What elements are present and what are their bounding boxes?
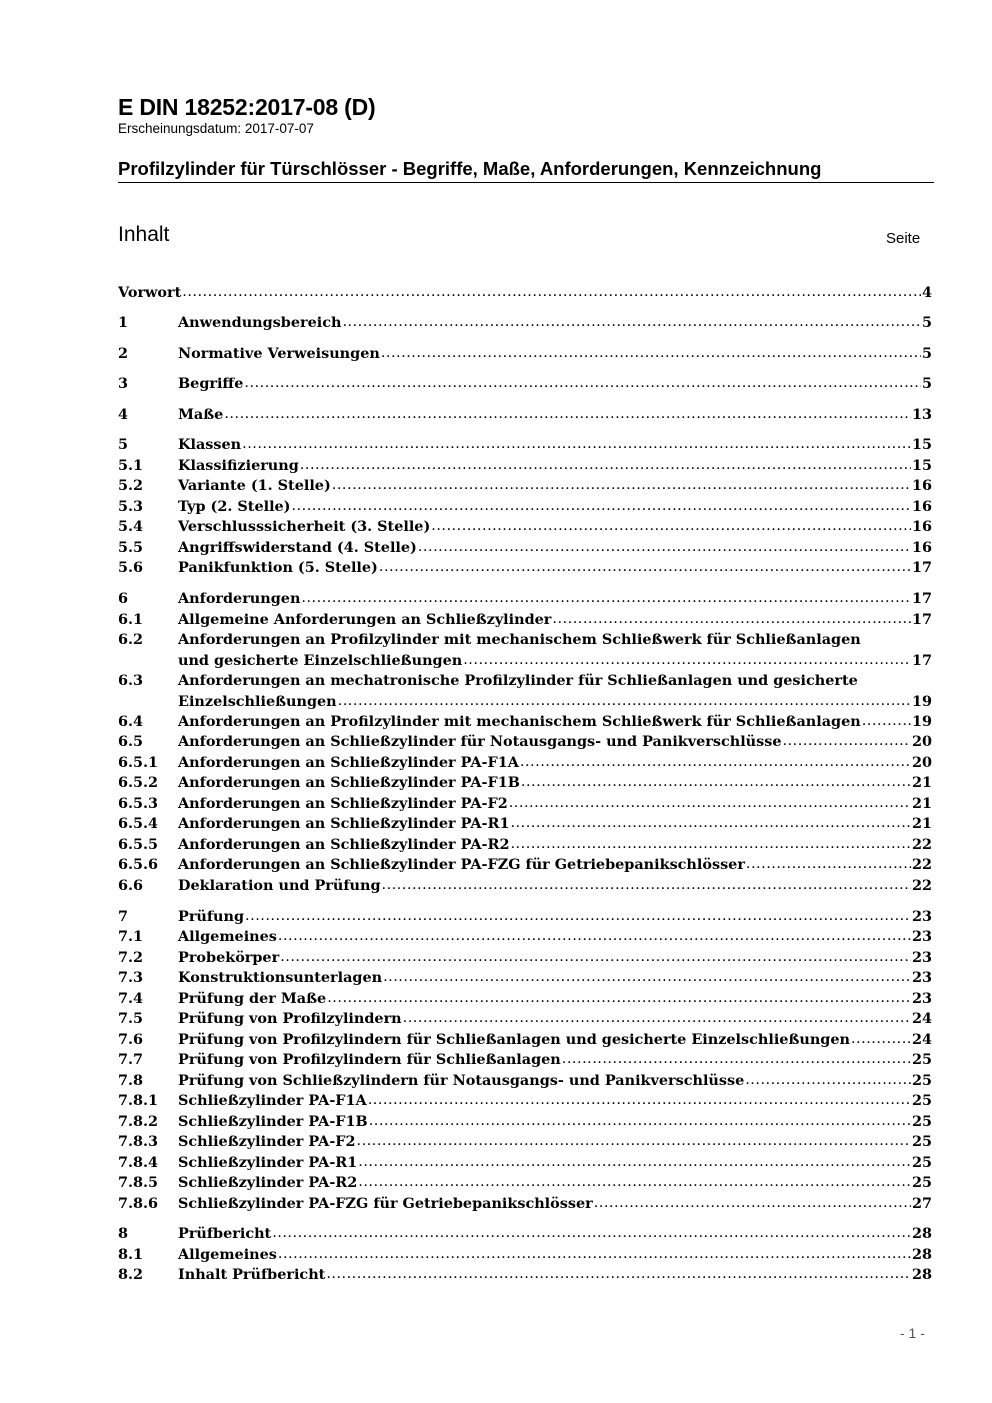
toc-entry-title: Inhalt Prüfbericht (178, 1266, 326, 1283)
toc-entry-number: 7.8 (118, 1072, 144, 1089)
toc-entry-page: 25 (911, 1113, 932, 1130)
dot-leader (521, 772, 911, 793)
toc-entry-number: 7.8.2 (118, 1113, 159, 1130)
dot-leader (278, 1244, 911, 1265)
toc-entry-title: Prüfung von Schließzylindern für Notausgangs- und Panikverschlüsse (178, 1072, 745, 1089)
toc-entry-title: Klassen (178, 436, 242, 453)
toc-entry[interactable] (118, 374, 932, 395)
toc-entry[interactable] (118, 1224, 932, 1245)
toc-entry[interactable] (118, 671, 932, 712)
toc-entry[interactable] (118, 1132, 932, 1153)
dot-leader (327, 988, 911, 1009)
toc-entry-number: 4 (118, 406, 129, 423)
toc-entry-number: 6.5.5 (118, 836, 159, 853)
toc-entry-number: 5.2 (118, 477, 144, 494)
toc-entry-page: 17 (911, 611, 932, 628)
dot-leader (562, 1049, 911, 1070)
dot-leader (368, 1090, 911, 1111)
toc-entry-number: 8 (118, 1225, 129, 1242)
dot-leader (510, 813, 910, 834)
toc-entry[interactable] (118, 497, 932, 518)
dot-leader (338, 691, 911, 712)
toc-entry[interactable] (118, 732, 932, 753)
toc-entry-number: 5.6 (118, 559, 144, 576)
toc-entry-title: Angriffswiderstand (4. Stelle) (178, 539, 417, 556)
toc-entry-page: 21 (911, 774, 932, 791)
toc-entry-page: 28 (911, 1225, 932, 1242)
toc-entry-number: 6.6 (118, 877, 144, 894)
toc-entry-number: 7.6 (118, 1031, 144, 1048)
toc-entry-title: Variante (1. Stelle) (178, 477, 331, 494)
dot-leader (357, 1131, 911, 1152)
dot-leader (245, 906, 911, 927)
title-divider (118, 182, 934, 183)
toc-entry[interactable] (118, 344, 932, 365)
toc-entry-title: Konstruktionsunterlagen (178, 969, 383, 986)
toc-entry[interactable] (118, 1173, 932, 1194)
dot-leader (851, 1029, 911, 1050)
toc-entry-title: Anforderungen an Schließzylinder PA-FZG für Getriebepanikschlösser (178, 856, 745, 873)
toc-entry-page: 19 (911, 692, 932, 710)
toc-entry-title: Anforderungen an Schließzylinder PA-R1 (178, 815, 510, 832)
toc-entry-number: 6.5.1 (118, 754, 159, 771)
dot-leader (418, 537, 911, 558)
toc-entry-title: Anforderungen an Schließzylinder PA-F2 (178, 795, 508, 812)
toc-entry[interactable] (118, 1030, 932, 1051)
toc-entry-page: 21 (911, 815, 932, 832)
toc-entry[interactable] (118, 1091, 932, 1112)
document-id: E DIN 18252:2017-08 (D) (118, 94, 376, 120)
toc-entry[interactable] (118, 968, 932, 989)
toc-entry-number: 6.5 (118, 733, 144, 750)
dot-leader (383, 967, 911, 988)
toc-entry-title: Allgemeine Anforderungen an Schließzylinder (178, 611, 552, 628)
toc-entry-page: 25 (911, 1051, 932, 1068)
toc-entry-title: Schließzylinder PA-F1B (178, 1113, 368, 1130)
toc-entry-number: 8.1 (118, 1246, 144, 1263)
toc-entry-number: 7.3 (118, 969, 144, 986)
toc-entry-title: Anwendungsbereich (178, 314, 342, 331)
toc-entry-title: Anforderungen an mechatronische Profilzylinder für Schließanlagen und gesicherte (178, 672, 858, 689)
toc-entry-number: 6.5.6 (118, 856, 159, 873)
toc-entry-title: Prüfung von Profilzylindern (178, 1010, 402, 1027)
toc-entry[interactable] (118, 927, 932, 948)
toc-entry[interactable] (118, 753, 932, 774)
toc-entry[interactable] (118, 1009, 932, 1030)
toc-entry-title-continued: Einzelschließungen (178, 692, 337, 710)
toc-entry[interactable] (118, 538, 932, 559)
dot-leader (242, 434, 911, 455)
toc-entry[interactable] (118, 630, 932, 671)
toc-entry-title: Prüfung von Profilzylindern für Schließanlagen und gesicherte Einzelschließungen (178, 1031, 850, 1048)
toc-entry[interactable] (118, 814, 932, 835)
dot-leader (332, 475, 911, 496)
toc-entry-title: Typ (2. Stelle) (178, 498, 291, 515)
toc-entry-number: 6 (118, 590, 129, 607)
dot-leader (272, 1223, 911, 1244)
toc-entry-page: 16 (911, 498, 932, 515)
toc-entry-page: 15 (911, 436, 932, 453)
toc-entry-title: Panikfunktion (5. Stelle) (178, 559, 378, 576)
toc-entry-page: 24 (911, 1031, 932, 1048)
toc-entry[interactable] (118, 1245, 932, 1266)
toc-entry-page: 23 (911, 949, 932, 966)
toc-entry-number: 3 (118, 375, 129, 392)
toc-entry[interactable] (118, 989, 932, 1010)
toc-entry-number: 7 (118, 908, 129, 925)
toc-entry-number: 7.8.3 (118, 1133, 159, 1150)
toc-entry-number: 7.2 (118, 949, 144, 966)
toc-entry[interactable] (118, 712, 932, 733)
dot-leader (280, 947, 911, 968)
toc-entry-number: 6.1 (118, 611, 144, 628)
dot-leader (182, 282, 921, 303)
dot-leader (746, 854, 911, 875)
toc-entry-title: Schließzylinder PA-R1 (178, 1154, 358, 1171)
toc-entry-title: Anforderungen an Profilzylinder mit mechanischem Schließwerk für Schließanlagen (178, 631, 861, 648)
dot-leader (358, 1152, 911, 1173)
dot-leader (463, 650, 911, 671)
toc-entry-title: Begriffe (178, 375, 244, 392)
toc-entry-page: 19 (911, 713, 932, 730)
toc-entry-page: 17 (911, 559, 932, 576)
toc-entry-number: 6.5.4 (118, 815, 159, 832)
toc-entry-number: 5.1 (118, 457, 144, 474)
toc-entry-title: Verschlusssicherheit (3. Stelle) (178, 518, 431, 535)
toc-entry-page: 25 (911, 1154, 932, 1171)
toc-entry-page: 22 (911, 836, 932, 853)
toc-entry-title: Schließzylinder PA-F2 (178, 1133, 356, 1150)
toc-entry-page: 16 (911, 518, 932, 535)
toc-entry-page: 23 (911, 969, 932, 986)
dot-leader (862, 711, 911, 732)
toc-entry-title: Vorwort (118, 284, 182, 301)
toc-entry-title: Anforderungen an Schließzylinder für Notausgangs- und Panikverschlüsse (178, 733, 782, 750)
toc-entry-number: 1 (118, 314, 129, 331)
toc-entry[interactable] (118, 876, 932, 897)
dot-leader (745, 1070, 911, 1091)
toc-entry-title: Anforderungen an Profilzylinder mit mechanischem Schließwerk für Schließanlagen (178, 713, 861, 730)
toc-entry-title-continued: und gesicherte Einzelschließungen (178, 651, 463, 669)
toc-entry[interactable] (118, 313, 932, 334)
toc-entry-title: Prüfung (178, 908, 245, 925)
document-title: Profilzylinder für Türschlösser - Begriffe, Maße, Anforderungen, Kennzeichnung (118, 158, 822, 179)
toc-entry-title: Anforderungen an Schließzylinder PA-F1A (178, 754, 519, 771)
toc-entry-number: 6.4 (118, 713, 144, 730)
toc-entry-number: 6.2 (118, 631, 144, 648)
toc-entry[interactable] (118, 855, 932, 876)
toc-entry[interactable] (118, 610, 932, 631)
toc-entry[interactable] (118, 517, 932, 538)
toc-entry[interactable] (118, 907, 932, 928)
toc-entry[interactable] (118, 1265, 932, 1286)
toc-entry[interactable] (118, 1071, 932, 1092)
page-number: - 1 - (900, 1325, 925, 1341)
toc-entry-title: Anforderungen (178, 590, 301, 607)
toc-entry[interactable] (118, 794, 932, 815)
toc-entry[interactable] (118, 835, 932, 856)
dot-leader (509, 793, 911, 814)
toc-entry-page: 5 (921, 314, 932, 331)
toc-entry-page: 23 (911, 908, 932, 925)
toc-entry-page: 24 (911, 1010, 932, 1027)
toc-entry[interactable] (118, 405, 932, 426)
toc-entry[interactable] (118, 456, 932, 477)
toc-entry-number: 5.3 (118, 498, 144, 515)
toc-entry[interactable] (118, 435, 932, 456)
toc-entry-title: Prüfbericht (178, 1225, 272, 1242)
toc-entry[interactable] (118, 1050, 932, 1071)
toc-entry-page: 13 (911, 406, 932, 423)
dot-leader (301, 588, 911, 609)
toc-entry-number: 5 (118, 436, 129, 453)
dot-leader (381, 343, 921, 364)
toc-entry-number: 6.5.2 (118, 774, 159, 791)
toc-entry-page: 25 (911, 1072, 932, 1089)
dot-leader (382, 875, 911, 896)
dot-leader (278, 926, 911, 947)
toc-entry[interactable] (118, 476, 932, 497)
toc-entry[interactable] (118, 558, 932, 579)
dot-leader (358, 1172, 911, 1193)
toc-entry-title: Anforderungen an Schließzylinder PA-R2 (178, 836, 510, 853)
toc-entry-page: 17 (911, 651, 932, 669)
toc-entry-number: 7.7 (118, 1051, 144, 1068)
toc-entry-page: 28 (911, 1266, 932, 1283)
toc-heading: Inhalt (118, 223, 170, 246)
page-column-label: Seite (886, 230, 921, 247)
toc-entry-number: 7.8.4 (118, 1154, 159, 1171)
dot-leader (244, 373, 921, 394)
toc-entry[interactable] (118, 1153, 932, 1174)
dot-leader (369, 1111, 911, 1132)
toc-entry-number: 5.5 (118, 539, 144, 556)
toc-entry-page: 5 (921, 375, 932, 392)
dot-leader (326, 1264, 911, 1285)
dot-leader (342, 312, 921, 333)
dot-leader (224, 404, 911, 425)
dot-leader (292, 496, 911, 517)
toc-entry-title: Schließzylinder PA-R2 (178, 1174, 358, 1191)
toc-entry-page: 5 (921, 345, 932, 362)
toc-entry-number: 7.4 (118, 990, 144, 1007)
dot-leader (783, 731, 911, 752)
dot-leader (403, 1008, 911, 1029)
toc-entry-title: Schließzylinder PA-FZG für Getriebepanikschlösser (178, 1195, 593, 1212)
toc-entry[interactable] (118, 948, 932, 969)
toc-entry-title: Maße (178, 406, 224, 423)
toc-entry-page: 21 (911, 795, 932, 812)
dot-leader (379, 557, 911, 578)
toc-entry-number: 6.5.3 (118, 795, 159, 812)
dot-leader (552, 609, 911, 630)
dot-leader (594, 1193, 911, 1214)
toc-entry-page: 22 (911, 877, 932, 894)
toc-entry-page: 23 (911, 990, 932, 1007)
toc-entry-title: Allgemeines (178, 1246, 277, 1263)
toc-entry-number: 6.3 (118, 672, 144, 689)
toc-entry-page: 25 (911, 1133, 932, 1150)
toc-entry-page: 25 (911, 1174, 932, 1191)
toc-entry-title: Prüfung der Maße (178, 990, 327, 1007)
toc-entry-page: 16 (911, 539, 932, 556)
dot-leader (520, 752, 911, 773)
toc-entry-title: Prüfung von Profilzylindern für Schließanlagen (178, 1051, 561, 1068)
toc-entry-number: 7.5 (118, 1010, 144, 1027)
toc-entry[interactable] (118, 283, 932, 304)
toc-entry-page: 25 (911, 1092, 932, 1109)
toc-entry-page: 22 (911, 856, 932, 873)
toc-entry-number: 7.1 (118, 928, 144, 945)
publication-date: Erscheinungsdatum: 2017-07-07 (118, 121, 314, 136)
toc-entry-title: Anforderungen an Schließzylinder PA-F1B (178, 774, 520, 791)
toc-entry-page: 20 (911, 754, 932, 771)
toc-entry[interactable] (118, 773, 932, 794)
toc-entry[interactable] (118, 589, 932, 610)
toc-entry-number: 2 (118, 345, 129, 362)
toc-entry-page: 4 (921, 284, 932, 301)
toc-entry[interactable] (118, 1112, 932, 1133)
toc-entry-page: 20 (911, 733, 932, 750)
toc-entry-title: Probekörper (178, 949, 280, 966)
toc-entry-title: Normative Verweisungen (178, 345, 380, 362)
toc-entry-title: Klassifizierung (178, 457, 299, 474)
toc-entry-number: 8.2 (118, 1266, 144, 1283)
toc-entry-page: 17 (911, 590, 932, 607)
toc-entry-title: Schließzylinder PA-F1A (178, 1092, 367, 1109)
toc-entry-page: 15 (911, 457, 932, 474)
toc-entry-number: 7.8.5 (118, 1174, 159, 1191)
toc-entry-number: 7.8.1 (118, 1092, 159, 1109)
toc-entry-page: 23 (911, 928, 932, 945)
toc-entry-title: Allgemeines (178, 928, 277, 945)
toc-entry-page: 16 (911, 477, 932, 494)
toc-entry-number: 5.4 (118, 518, 144, 535)
toc-entry-number: 7.8.6 (118, 1195, 159, 1212)
toc-entry-page: 27 (911, 1195, 932, 1212)
dot-leader (431, 516, 911, 537)
toc-entry-title: Deklaration und Prüfung (178, 877, 381, 894)
toc-entry[interactable] (118, 1194, 932, 1215)
dot-leader (300, 455, 911, 476)
dot-leader (510, 834, 910, 855)
toc-entry-page: 28 (911, 1246, 932, 1263)
